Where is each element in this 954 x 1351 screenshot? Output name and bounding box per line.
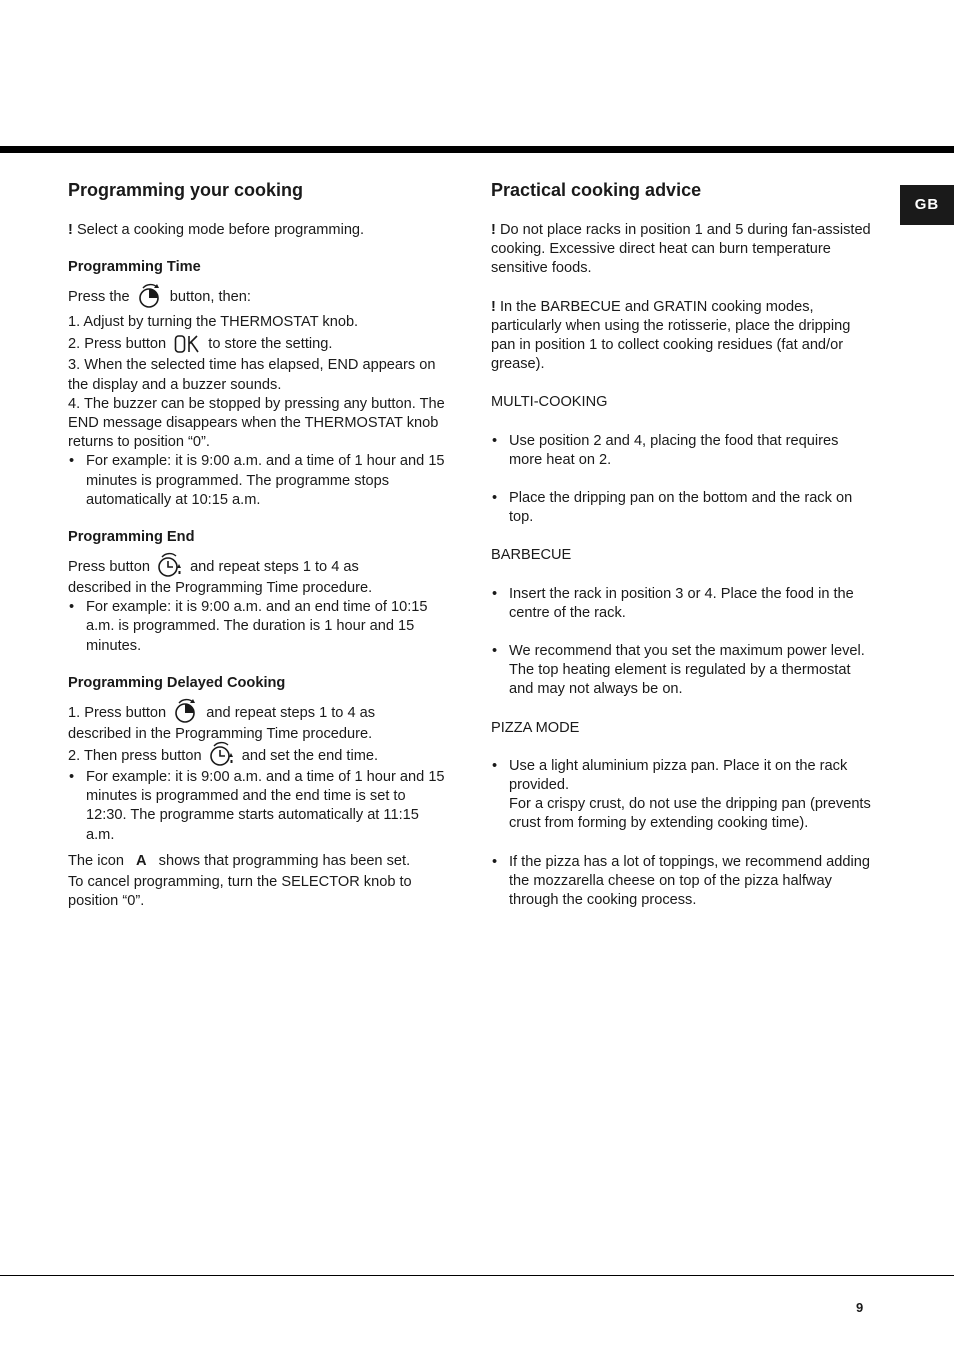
auto-icon-a: The icon xyxy=(68,852,124,869)
delayed-step-2b: and set the end time. xyxy=(241,748,379,765)
duration-clock-icon xyxy=(172,697,200,725)
ok-icon xyxy=(174,334,200,354)
exclamation-mark: ! xyxy=(491,298,496,315)
end-example: • For example: it is 9:00 a.m. and an end time of 10:15 a.m. is programmed. The duration is 1 hour and 15 minutes. xyxy=(68,598,450,656)
language-tab xyxy=(900,185,954,225)
multi-cooking-heading: MULTI-COOKING xyxy=(491,394,608,411)
end-clock-icon xyxy=(208,741,236,769)
programming-warning-text: Select a cooking mode before programming. xyxy=(76,222,365,238)
advice-warning-1 xyxy=(491,221,871,279)
cancel-programming: To cancel programming, turn the SELECTOR knob to position “0”. xyxy=(68,873,412,910)
top-rule xyxy=(0,146,954,153)
programming-title: Programming your cooking xyxy=(68,180,304,200)
advice-column xyxy=(491,178,871,910)
multi-bullet-1: • Use position 2 and 4, placing the food that requires more heat on 2. xyxy=(491,432,871,470)
programming-time-heading: Programming Time xyxy=(68,259,201,276)
exclamation-mark: ! xyxy=(491,222,496,238)
pizza-bullet-2: • If the pizza has a lot of toppings, we recommend adding the mozzarella cheese on top of the pizza halfway through the cooking process. xyxy=(491,853,871,911)
auto-icon-line xyxy=(68,849,450,873)
auto-icon: A xyxy=(136,852,147,869)
barbecue-bullet-1: • Insert the rack in position 3 or 4. Place the food in the centre of the rack. xyxy=(491,585,871,623)
time-step-3: 3. When the selected time has elapsed, END appears on the display and a buzzer sounds. xyxy=(68,357,436,393)
programming-warning xyxy=(68,221,450,240)
delayed-step-1b: and repeat steps 1 to 4 as xyxy=(206,704,376,721)
programming-end-heading: Programming End xyxy=(68,529,195,546)
time-step-2 xyxy=(68,332,450,356)
time-press-b: button, then: xyxy=(169,289,251,306)
time-example: • For example: it is 9:00 a.m. and a time of 1 hour and 15 minutes is programmed. The programme stops automatically at 10:15 a.m. xyxy=(68,452,450,510)
end-press-a: Press button xyxy=(68,559,150,576)
barbecue-bullet-2: • We recommend that you set the maximum power level. The top heating element is regulated by a thermostat and may not always be on. xyxy=(491,642,871,700)
end-clock-icon xyxy=(156,552,184,580)
duration-clock-icon xyxy=(136,282,164,310)
end-press-line xyxy=(68,555,450,579)
pizza-heading: PIZZA MODE xyxy=(491,719,580,736)
delayed-step-2a: 2. Then press button xyxy=(68,748,202,765)
time-step-1: 1. Adjust by turning the THERMOSTAT knob. xyxy=(68,314,359,331)
time-press-line xyxy=(68,285,450,309)
pizza-bullet-1: • Use a light aluminium pizza pan. Place it on the rack provided. xyxy=(491,757,871,795)
advice-warning-2 xyxy=(491,298,871,375)
delayed-step-2 xyxy=(68,744,450,768)
programming-column xyxy=(68,178,450,911)
multi-bullet-2: • Place the dripping pan on the bottom and the rack on top. xyxy=(491,489,871,527)
delayed-step-1a: 1. Press button xyxy=(68,704,167,721)
delayed-step-1c: described in the Programming Time procedure. xyxy=(68,725,373,742)
language-tab-label: GB xyxy=(914,196,940,214)
end-press-b: and repeat steps 1 to 4 as xyxy=(190,559,359,576)
time-press-a: Press the xyxy=(68,289,130,306)
page-number: 9 xyxy=(856,1300,864,1315)
delayed-example: • For example: it is 9:00 a.m. and a time of 1 hour and 15 minutes is programmed and the end time is set to 12:30. The programme starts automatically at 11:15 a.m. xyxy=(68,768,450,845)
auto-icon-b: shows that programming has been set. xyxy=(158,852,411,869)
time-step-4: 4. The buzzer can be stopped by pressing any button. The END message disappears when the THERMOSTAT knob returns to position “0”. xyxy=(68,395,445,451)
advice-title: Practical cooking advice xyxy=(491,180,702,200)
bottom-rule xyxy=(0,1275,954,1276)
barbecue-heading: BARBECUE xyxy=(491,547,572,564)
exclamation-mark: ! xyxy=(68,222,73,238)
pizza-bullet-1-cont: For a crispy crust, do not use the dripping pan (prevents crust from forming by extending cooking time). xyxy=(509,796,871,832)
delayed-step-1 xyxy=(68,701,450,725)
time-step-2a: 2. Press button xyxy=(68,336,167,353)
time-step-2b: to store the setting. xyxy=(208,336,333,353)
end-press-c: described in the Programming Time procedure. xyxy=(68,580,373,597)
advice-warning-1-text: Do not place racks in position 1 and 5 during fan-assisted cooking. Excessive direct heat can burn temperature sensitive foods. xyxy=(491,222,871,277)
advice-warning-2-text: In the BARBECUE and GRATIN cooking modes, particularly when using the rotisserie, place the dripping pan in position 1 to collect cooking residues (fat and/or grease). xyxy=(491,298,851,373)
programming-delayed-heading: Programming Delayed Cooking xyxy=(68,674,286,691)
